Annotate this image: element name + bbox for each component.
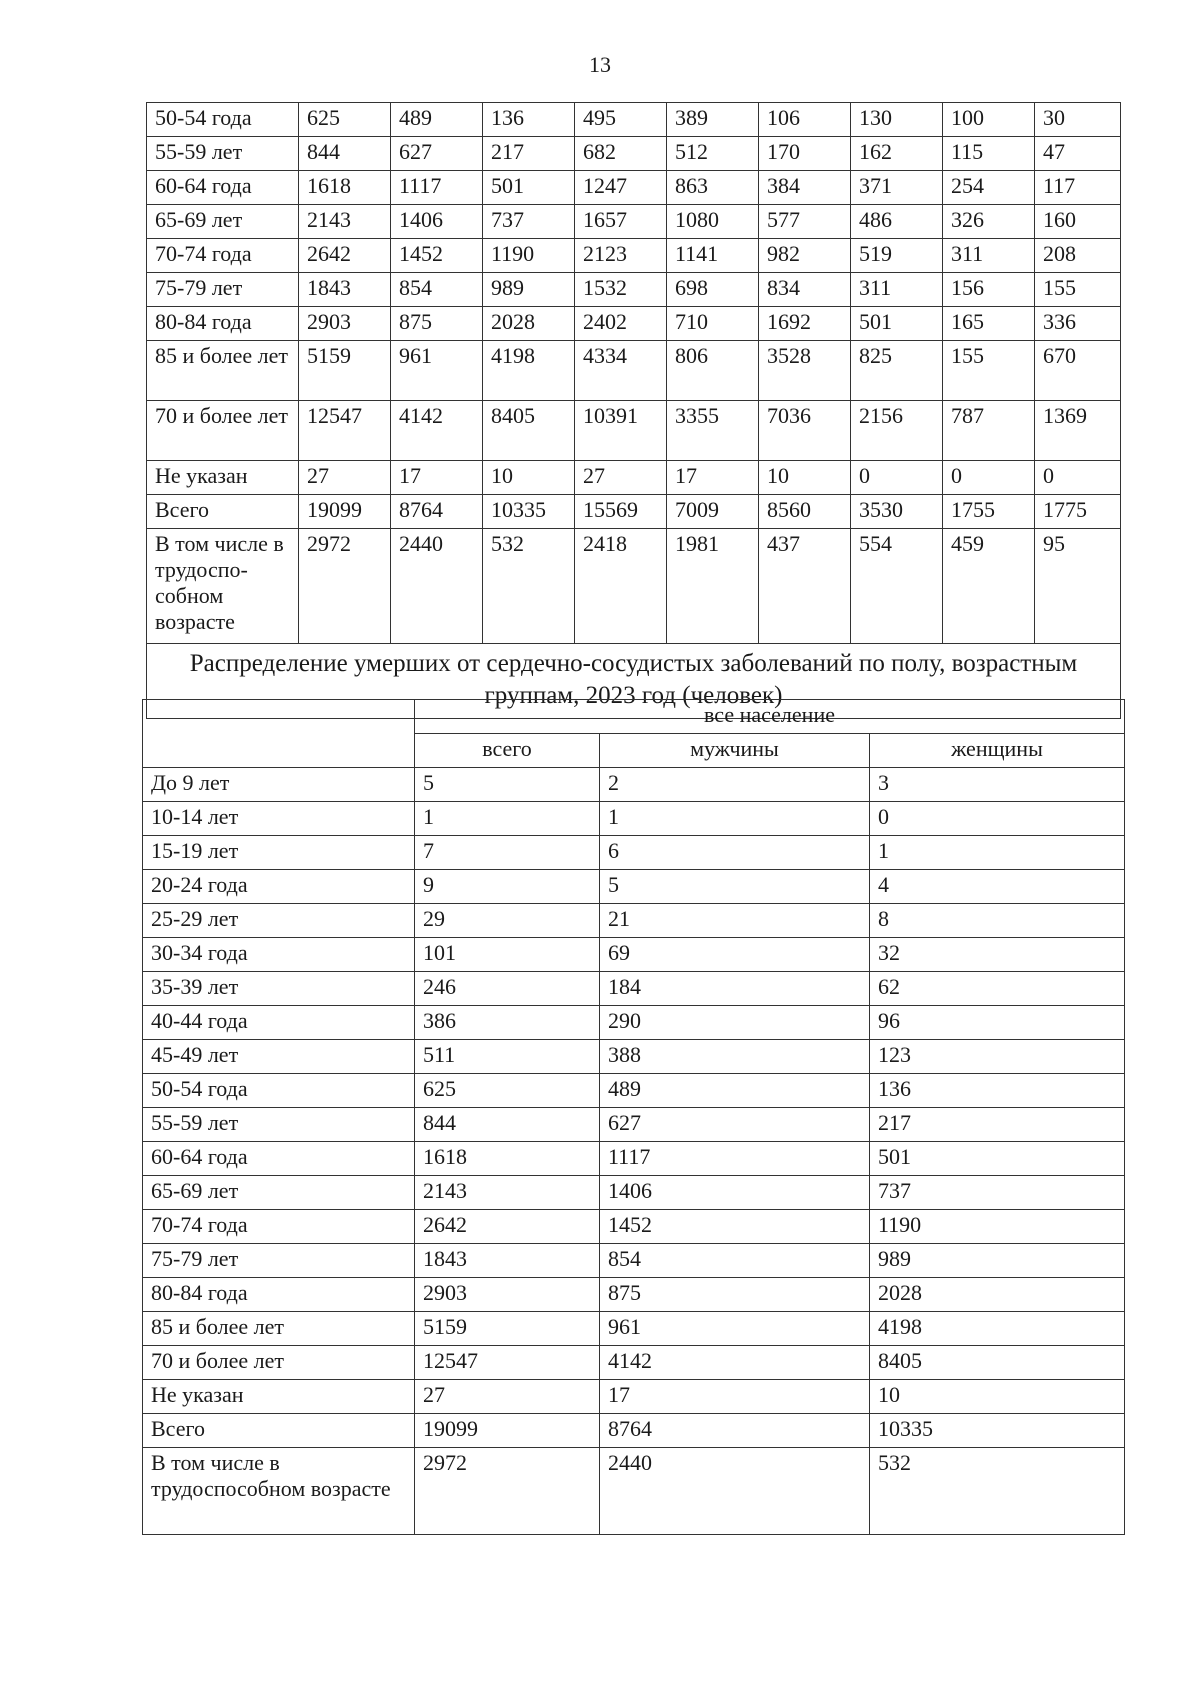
cell-value: 1 (600, 802, 870, 836)
cell-value: 10 (483, 461, 575, 495)
cell-value: 2642 (415, 1210, 600, 1244)
cell-value: 459 (943, 529, 1035, 644)
cell-value: 8 (870, 904, 1125, 938)
table2-body (143, 700, 1125, 1535)
table-row (147, 461, 1121, 495)
cell-value: 155 (1035, 273, 1121, 307)
cell-value: 1657 (575, 205, 667, 239)
table-row (147, 401, 1121, 461)
cell-value: 1247 (575, 171, 667, 205)
row-label: 50-54 года (143, 1074, 415, 1108)
table-row (143, 1176, 1125, 1210)
cell-value: 389 (667, 103, 759, 137)
cell-value: 532 (483, 529, 575, 644)
cell-value: 982 (759, 239, 851, 273)
cell-value: 532 (870, 1448, 1125, 1535)
cell-value: 489 (600, 1074, 870, 1108)
cell-value: 2156 (851, 401, 943, 461)
cell-value: 62 (870, 972, 1125, 1006)
table-row (143, 1380, 1125, 1414)
cell-value: 875 (600, 1278, 870, 1312)
cell-value: 4198 (483, 341, 575, 401)
row-label: Не указан (147, 461, 299, 495)
row-label: 45-49 лет (143, 1040, 415, 1074)
cell-value: 2418 (575, 529, 667, 644)
table1-body (147, 103, 1121, 719)
row-label: Не указан (143, 1380, 415, 1414)
table-row (147, 341, 1121, 401)
cell-value: 1406 (600, 1176, 870, 1210)
cell-value: 5 (415, 768, 600, 802)
cell-value: 7009 (667, 495, 759, 529)
cell-value: 27 (575, 461, 667, 495)
cell-value: 12547 (299, 401, 391, 461)
row-label: 85 и более лет (147, 341, 299, 401)
cell-value: 17 (391, 461, 483, 495)
cell-value: 208 (1035, 239, 1121, 273)
page-number: 13 (589, 52, 611, 77)
cell-value: 95 (1035, 529, 1121, 644)
cell-value: 100 (943, 103, 1035, 137)
cell-value: 627 (391, 137, 483, 171)
table-row (143, 1108, 1125, 1142)
table-row (143, 1006, 1125, 1040)
cell-value: 577 (759, 205, 851, 239)
cell-value: 371 (851, 171, 943, 205)
cell-value: 875 (391, 307, 483, 341)
cell-value: 787 (943, 401, 1035, 461)
table-row (143, 938, 1125, 972)
cell-value: 47 (1035, 137, 1121, 171)
cell-value: 2028 (870, 1278, 1125, 1312)
row-label: 30-34 года (143, 938, 415, 972)
cell-value: 184 (600, 972, 870, 1006)
cell-value: 336 (1035, 307, 1121, 341)
cell-value: 2440 (391, 529, 483, 644)
cell-value: 15569 (575, 495, 667, 529)
table-row (147, 273, 1121, 307)
cell-value: 806 (667, 341, 759, 401)
table-row (147, 495, 1121, 529)
cell-value: 4142 (600, 1346, 870, 1380)
cell-value: 10335 (483, 495, 575, 529)
cell-value: 3355 (667, 401, 759, 461)
cell-value: 501 (483, 171, 575, 205)
table-row (147, 103, 1121, 137)
cell-value: 12547 (415, 1346, 600, 1380)
cell-value: 115 (943, 137, 1035, 171)
row-label: Всего (147, 495, 299, 529)
cell-value: 217 (483, 137, 575, 171)
cell-value: 32 (870, 938, 1125, 972)
cell-value: 8560 (759, 495, 851, 529)
cell-value: 130 (851, 103, 943, 137)
cell-value: 710 (667, 307, 759, 341)
cell-value: 7 (415, 836, 600, 870)
row-label: 20-24 года (143, 870, 415, 904)
cell-value: 27 (299, 461, 391, 495)
cell-value: 106 (759, 103, 851, 137)
cell-value: 834 (759, 273, 851, 307)
cell-value: 1755 (943, 495, 1035, 529)
cell-value: 961 (391, 341, 483, 401)
cell-value: 101 (415, 938, 600, 972)
cell-value: 254 (943, 171, 1035, 205)
table-row (147, 137, 1121, 171)
cell-value: 501 (870, 1142, 1125, 1176)
cell-value: 2903 (299, 307, 391, 341)
cell-value: 27 (415, 1380, 600, 1414)
cell-value: 863 (667, 171, 759, 205)
cell-value: 1 (415, 802, 600, 836)
cell-value: 6 (600, 836, 870, 870)
row-label: 25-29 лет (143, 904, 415, 938)
cell-value: 1080 (667, 205, 759, 239)
cell-value: 8764 (391, 495, 483, 529)
row-label: 70 и более лет (147, 401, 299, 461)
row-label: 80-84 года (143, 1278, 415, 1312)
cell-value: 2440 (600, 1448, 870, 1535)
cell-value: 1692 (759, 307, 851, 341)
cell-value: 2903 (415, 1278, 600, 1312)
table-row (143, 1448, 1125, 1535)
table-row (143, 802, 1125, 836)
cell-value: 3528 (759, 341, 851, 401)
cell-value: 512 (667, 137, 759, 171)
cell-value: 961 (600, 1312, 870, 1346)
cell-value: 10335 (870, 1414, 1125, 1448)
cell-value: 1 (870, 836, 1125, 870)
cell-value: 10391 (575, 401, 667, 461)
table-row (143, 1414, 1125, 1448)
cell-value: 1141 (667, 239, 759, 273)
cell-value: 1406 (391, 205, 483, 239)
row-label: 50-54 года (147, 103, 299, 137)
cell-value: 625 (299, 103, 391, 137)
table-row (143, 904, 1125, 938)
cell-value: 1117 (391, 171, 483, 205)
row-label: 70-74 года (147, 239, 299, 273)
cell-value: 246 (415, 972, 600, 1006)
cell-value: 3 (870, 768, 1125, 802)
table-row (143, 1074, 1125, 1108)
cell-value: 69 (600, 938, 870, 972)
cell-value: 625 (415, 1074, 600, 1108)
cell-value: 1843 (415, 1244, 600, 1278)
cell-value: 486 (851, 205, 943, 239)
cell-value: 2 (600, 768, 870, 802)
cell-value: 4142 (391, 401, 483, 461)
cell-value: 96 (870, 1006, 1125, 1040)
cell-value: 1532 (575, 273, 667, 307)
cell-value: 1190 (483, 239, 575, 273)
cell-value: 627 (600, 1108, 870, 1142)
row-label: 35-39 лет (143, 972, 415, 1006)
cell-value: 386 (415, 1006, 600, 1040)
table-row (147, 171, 1121, 205)
cell-value: 326 (943, 205, 1035, 239)
cell-value: 17 (600, 1380, 870, 1414)
cell-value: 2028 (483, 307, 575, 341)
row-label: 40-44 года (143, 1006, 415, 1040)
table-row (143, 1142, 1125, 1176)
mortality-table-continued (146, 102, 1121, 719)
row-label: 55-59 лет (143, 1108, 415, 1142)
cell-value: 117 (1035, 171, 1121, 205)
cell-value: 1618 (415, 1142, 600, 1176)
cell-value: 4334 (575, 341, 667, 401)
table-row (143, 972, 1125, 1006)
cell-value: 311 (943, 239, 1035, 273)
cell-value: 670 (1035, 341, 1121, 401)
cell-value: 170 (759, 137, 851, 171)
cell-value: 29 (415, 904, 600, 938)
cell-value: 519 (851, 239, 943, 273)
cell-value: 5159 (415, 1312, 600, 1346)
cell-value: 682 (575, 137, 667, 171)
row-label: В том числе в трудоспособном возрасте (143, 1448, 415, 1535)
table-row (143, 836, 1125, 870)
cell-value: 0 (943, 461, 1035, 495)
cell-value: 1843 (299, 273, 391, 307)
cell-value: 844 (299, 137, 391, 171)
cell-value: 825 (851, 341, 943, 401)
row-label: 80-84 года (147, 307, 299, 341)
table-row (143, 1278, 1125, 1312)
cell-value: 155 (943, 341, 1035, 401)
cell-value: 1452 (600, 1210, 870, 1244)
section-title: Распределение умерших от сердечно-сосудистых заболеваний по полу, возрастным группам, 2023 год (человек) (147, 644, 1121, 719)
cell-value: 698 (667, 273, 759, 307)
cell-value: 21 (600, 904, 870, 938)
cell-value: 3530 (851, 495, 943, 529)
cell-value: 10 (759, 461, 851, 495)
cell-value: 290 (600, 1006, 870, 1040)
cell-value: 1117 (600, 1142, 870, 1176)
row-label: 75-79 лет (147, 273, 299, 307)
cell-value: 737 (870, 1176, 1125, 1210)
row-label: 60-64 года (147, 171, 299, 205)
cell-value: 136 (870, 1074, 1125, 1108)
cell-value: 2143 (299, 205, 391, 239)
cell-value: 0 (1035, 461, 1121, 495)
cell-value: 2642 (299, 239, 391, 273)
cell-value: 2402 (575, 307, 667, 341)
cell-value: 0 (870, 802, 1125, 836)
cell-value: 2123 (575, 239, 667, 273)
cell-value: 388 (600, 1040, 870, 1074)
cardiovascular-mortality-table (142, 699, 1125, 1535)
col-header-total: всего (415, 734, 600, 768)
cell-value: 7036 (759, 401, 851, 461)
row-label: 70 и более лет (143, 1346, 415, 1380)
cell-value: 5 (600, 870, 870, 904)
col-header-men: мужчины (600, 734, 870, 768)
row-label: До 9 лет (143, 768, 415, 802)
cell-value: 1190 (870, 1210, 1125, 1244)
cell-value: 8405 (870, 1346, 1125, 1380)
table2-group-header-row (143, 700, 1125, 734)
cell-value: 1775 (1035, 495, 1121, 529)
cell-value: 437 (759, 529, 851, 644)
cell-value: 511 (415, 1040, 600, 1074)
row-label: 55-59 лет (147, 137, 299, 171)
row-label: 70-74 года (143, 1210, 415, 1244)
cell-value: 19099 (415, 1414, 600, 1448)
table-row (143, 1244, 1125, 1278)
cell-value: 2972 (415, 1448, 600, 1535)
table2-corner-cell (143, 700, 415, 768)
cell-value: 4 (870, 870, 1125, 904)
col-header-women: женщины (870, 734, 1125, 768)
cell-value: 0 (851, 461, 943, 495)
cell-value: 495 (575, 103, 667, 137)
cell-value: 989 (483, 273, 575, 307)
row-label: В том числе в трудоспо-собном возрасте (147, 529, 299, 644)
cell-value: 854 (391, 273, 483, 307)
cell-value: 844 (415, 1108, 600, 1142)
cell-value: 5159 (299, 341, 391, 401)
cell-value: 854 (600, 1244, 870, 1278)
cell-value: 1618 (299, 171, 391, 205)
cell-value: 311 (851, 273, 943, 307)
table-row (147, 307, 1121, 341)
cell-value: 8764 (600, 1414, 870, 1448)
row-label: 10-14 лет (143, 802, 415, 836)
table-row (147, 239, 1121, 273)
cell-value: 1981 (667, 529, 759, 644)
row-label: Всего (143, 1414, 415, 1448)
cell-value: 10 (870, 1380, 1125, 1414)
cell-value: 737 (483, 205, 575, 239)
row-label: 65-69 лет (143, 1176, 415, 1210)
cell-value: 156 (943, 273, 1035, 307)
table-row (143, 768, 1125, 802)
table-row (143, 1210, 1125, 1244)
row-label: 15-19 лет (143, 836, 415, 870)
cell-value: 19099 (299, 495, 391, 529)
table-row (143, 1312, 1125, 1346)
cell-value: 160 (1035, 205, 1121, 239)
table-row (147, 529, 1121, 644)
row-label: 60-64 года (143, 1142, 415, 1176)
cell-value: 17 (667, 461, 759, 495)
cell-value: 217 (870, 1108, 1125, 1142)
cell-value: 9 (415, 870, 600, 904)
table-row (143, 870, 1125, 904)
row-label: 85 и более лет (143, 1312, 415, 1346)
row-label: 65-69 лет (147, 205, 299, 239)
group-header: все население (415, 700, 1125, 734)
cell-value: 989 (870, 1244, 1125, 1278)
cell-value: 165 (943, 307, 1035, 341)
cell-value: 384 (759, 171, 851, 205)
cell-value: 4198 (870, 1312, 1125, 1346)
row-label: 75-79 лет (143, 1244, 415, 1278)
cell-value: 489 (391, 103, 483, 137)
cell-value: 2972 (299, 529, 391, 644)
cell-value: 8405 (483, 401, 575, 461)
cell-value: 136 (483, 103, 575, 137)
cell-value: 501 (851, 307, 943, 341)
table-row (143, 1346, 1125, 1380)
cell-value: 123 (870, 1040, 1125, 1074)
cell-value: 1369 (1035, 401, 1121, 461)
cell-value: 554 (851, 529, 943, 644)
table-row (143, 1040, 1125, 1074)
cell-value: 30 (1035, 103, 1121, 137)
cell-value: 2143 (415, 1176, 600, 1210)
cell-value: 162 (851, 137, 943, 171)
table-row (147, 205, 1121, 239)
cell-value: 1452 (391, 239, 483, 273)
